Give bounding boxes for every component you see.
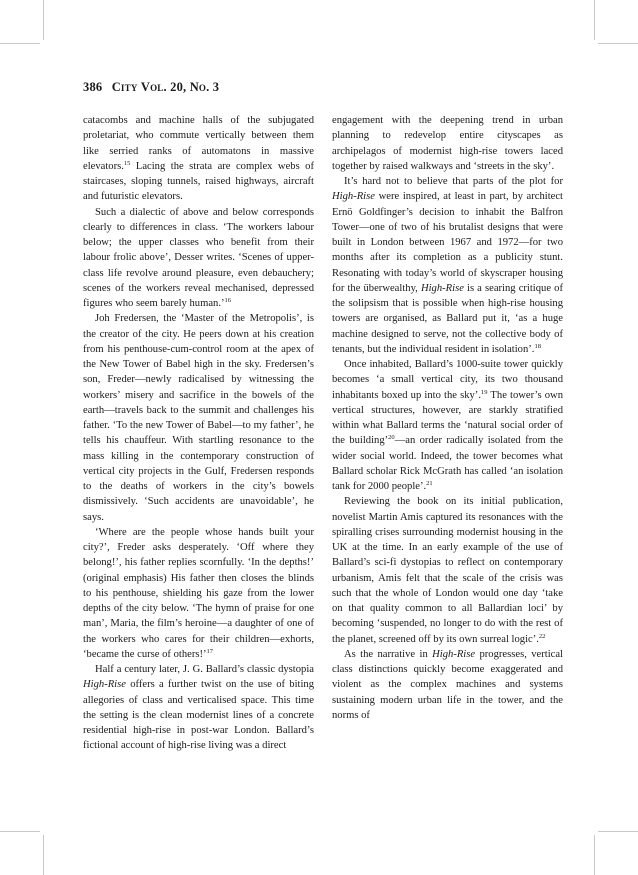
italic-title: High-Rise: [332, 191, 375, 203]
crop-mark: [43, 835, 44, 875]
footnote-reference: 21: [426, 480, 433, 487]
text-run: The tower’s own vertical structures, however, are starkly stratified within what Ballard terms the ‘natural social order of the building’: [332, 389, 563, 447]
text-run: Lacing the strata are complex webs of staircases, sloping tunnels, raised highways, aircraft and futuristic elevators.: [83, 160, 314, 203]
crop-mark: [43, 0, 44, 40]
crop-mark: [598, 831, 638, 832]
text-run: Joh Fredersen, the ‘Master of the Metropolis’, is the creator of the city. He peers down at his creation from his penthouse-cum-control room at the apex of the New Tower of Babel high in the sky. Fredersen’s son, Freder—newly radicalised by witnessing the workers’ misery and sacrifice in the bowels of the earth—travels back to the summit and challenges his father. ‘To the new Tower of Babel—to my father’, he tells his chauffeur. With startling resonance to the mass killing in the contemporary construction of vertical city projects in the Gulf, Fredersen responds to the deaths of workers in the city’s bowels dismissively. ‘Such accidents are unavoidable’, he says.: [83, 313, 314, 523]
running-header: [83, 80, 219, 95]
text-run: Such a dialectic of above and below corresponds clearly to differences in class. ‘The workers labour below; the upper classes who benefit from their labour frolic above’, Desser writes. ‘Scenes of upper-class life revolve around pleasure, even debauchery; scenes of the workers reveal mechanised, depressed figures who seem barely human.’: [83, 206, 314, 309]
paragraph-p6: [332, 113, 563, 174]
footnote-reference: 18: [534, 342, 541, 350]
text-run: progresses, vertical class distinctions quickly become exaggerated and violent as the complex machines and systems sustaining modern urban life in the tower, and the norms of: [332, 648, 563, 721]
crop-mark: [0, 831, 40, 832]
text-run: engagement with the deepening trend in urban planning to redevelop entire cityscapes as archipelagos of modernist high-rise towers laced together by raised walkways and ‘streets in the sky’.: [332, 115, 563, 172]
crop-mark: [0, 43, 40, 44]
text-run: is a searing critique of the solipsism that is possible when high-rise housing towers are organised, as Ballard put it, ‘as a huge machine designed to serve, not the collective body of tenants, but the individual resident in isolation’.: [332, 282, 563, 355]
crop-mark: [594, 835, 595, 875]
paragraph-p2: [83, 205, 314, 312]
footnote-reference: 16: [224, 297, 232, 304]
footnote-reference: 19: [480, 388, 488, 396]
volume-issue: Vol. 20, No. 3: [140, 80, 220, 94]
italic-title: High-Rise: [83, 679, 126, 691]
italic-title: High-Rise: [432, 648, 476, 660]
text-column-right: [332, 113, 563, 723]
paragraph-p9: [332, 494, 563, 647]
text-run: —an order radically isolated from the wider social world. Indeed, the tower becomes what Ballard scholar Rick McGrath has called ‘an isolation tank for 2000 people’.: [332, 435, 563, 492]
paragraph-p10: [332, 647, 563, 723]
text-run: ‘Where are the people whose hands built your city?’, Freder asks desperately. ‘Off where they belong!’, his father replies scornfully. ‘In the depths!’ (original emphasis) His father then closes the blinds to his penthouse, shielding his gaze from the lower depths of the city below. ‘The hymn of praise for one man’, Maria, the film’s heroine—a daughter of one of the workers who cares for their children—exhorts, ‘became the curse of others!’: [83, 526, 314, 660]
paragraph-p1: [83, 113, 314, 205]
paragraph-p7: [332, 174, 563, 357]
crop-mark: [598, 43, 638, 44]
text-run: As the narrative in: [344, 648, 433, 660]
footnote-reference: 15: [123, 159, 131, 167]
text-run: were inspired, at least in part, by architect Ernö Goldfinger’s decision to inhabit the Balfron Tower—one of two of his brutalist designs that were built in London between 1967 and 1972—for two months after its completion as a publicity stunt. Resonating with today’s world of skyscraper housing for the überwealthy,: [332, 191, 563, 294]
paragraph-p4: [83, 525, 314, 662]
text-run: It’s hard not to believe that parts of the plot for: [344, 176, 563, 187]
text-run: Once inhabited, Ballard’s 1000-suite tower quickly becomes ‘a small vertical city, its two thousand inhabitants boxed up into the sky’.: [332, 359, 563, 401]
footnote-reference: 17: [206, 647, 214, 655]
text-column-left: [83, 113, 314, 754]
text-run: Reviewing the book on its initial publication, novelist Martin Amis captured its resonances with the spiralling crises surrounding modernist housing in the UK at the time. In an early example of the use of Ballard’s sci-fi dystopias to reflect on contemporary urbanism, Amis felt that the scale of the crisis was such that the whole of London would one day ‘take on that quality common to all Ballardian loci’ by becoming ‘suspended, no longer to do with the rest of the planet, screened off by its own surreal logic’.: [332, 496, 563, 645]
paragraph-p3: [83, 311, 314, 525]
footnote-reference: 22: [538, 632, 546, 640]
journal-name: City: [111, 80, 138, 94]
paragraph-p8: [332, 357, 563, 494]
page-number: 386: [83, 80, 103, 94]
italic-title: High-Rise: [420, 282, 464, 294]
paragraph-p5: [83, 662, 314, 754]
text-run: catacombs and machine halls of the subjugated proletariat, who commute vertically between them like serried ranks of automatons in massive elevators.: [83, 115, 314, 172]
text-run: Half a century later, J. G. Ballard’s classic dystopia: [95, 664, 314, 675]
footnote-reference: 20: [388, 434, 395, 442]
crop-mark: [594, 0, 595, 40]
text-run: offers a further twist on the use of biting allegories of class and verticalised space. This time the setting is the clean modernist lines of a concrete residential high-rise in post-war London. Ballard’s fictional account of high-rise living was a direct: [83, 679, 314, 752]
